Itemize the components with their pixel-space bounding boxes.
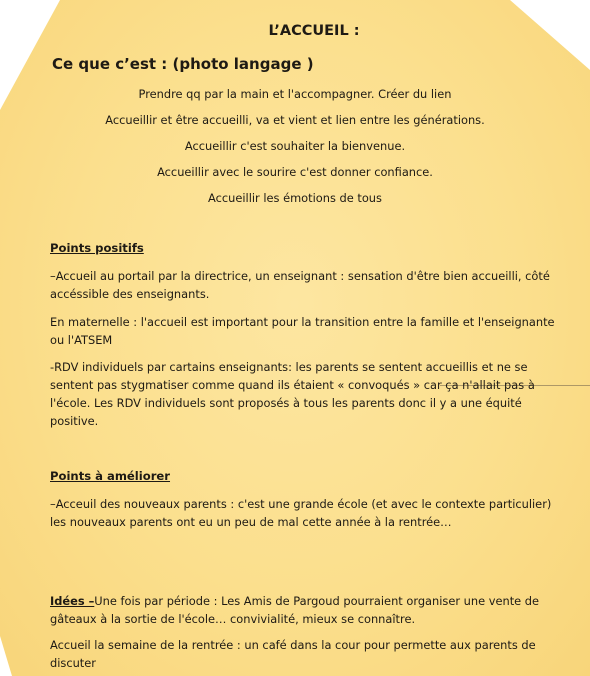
section-subtitle: Ce que c’est : (photo langage ) xyxy=(52,55,314,73)
definition-line: Accueillir avec le sourire c'est donner confiance. xyxy=(157,165,433,179)
ideas-label: Idées – xyxy=(50,594,95,608)
ideas-text: Une fois par période : Les Amis de Pargoud pourraient organiser une vente de gâteaux à la sortie de l'école… convivialité, mieux se connaître. xyxy=(50,594,540,626)
ideas-paragraph xyxy=(50,592,570,628)
definition-line: Accueillir c'est souhaiter la bienvenue. xyxy=(184,139,406,153)
positives-heading: Points positifs xyxy=(50,241,144,255)
definition-line: Accueillir et être accueilli, va et vient et lien entre les générations. xyxy=(105,113,485,127)
positives-paragraph: –Accueil au portail par la directrice, un enseignant : sensation d'être bien accueilli, côté accéssible des enseignants. xyxy=(50,269,550,301)
ideas-paragraph-2: Accueil la semaine de la rentrée : un café dans la cour pour permette aux parents de discuter xyxy=(50,638,536,670)
positives-paragraph: -RDV individuels par cartains enseignants: les parents se sentent accueillis et ne se sentent pas stygmatiser comme quand ils étaient « convoqués » car ça n'allait pas à l'école. Les RDV individuels sont proposés à tous les parents donc il y a une équité positive. xyxy=(50,360,535,428)
improvements-paragraph: –Acceuil des nouveaux parents : c'est une grande école (et avec le contexte particulier) les nouveaux parents ont eu un peu de mal cette année à la rentrée… xyxy=(50,497,552,529)
page-title: L’ACCUEIL : xyxy=(268,23,360,39)
definition-line: Prendre qq par la main et l'accompagner. Créer du lien xyxy=(138,87,452,101)
positives-paragraph: En maternelle : l'accueil est important pour la transition entre la famille et l'enseignante ou l'ATSEM xyxy=(50,315,555,347)
definition-line: Accueillir les émotions de tous xyxy=(208,191,382,205)
improvements-heading: Points à améliorer xyxy=(50,469,171,483)
